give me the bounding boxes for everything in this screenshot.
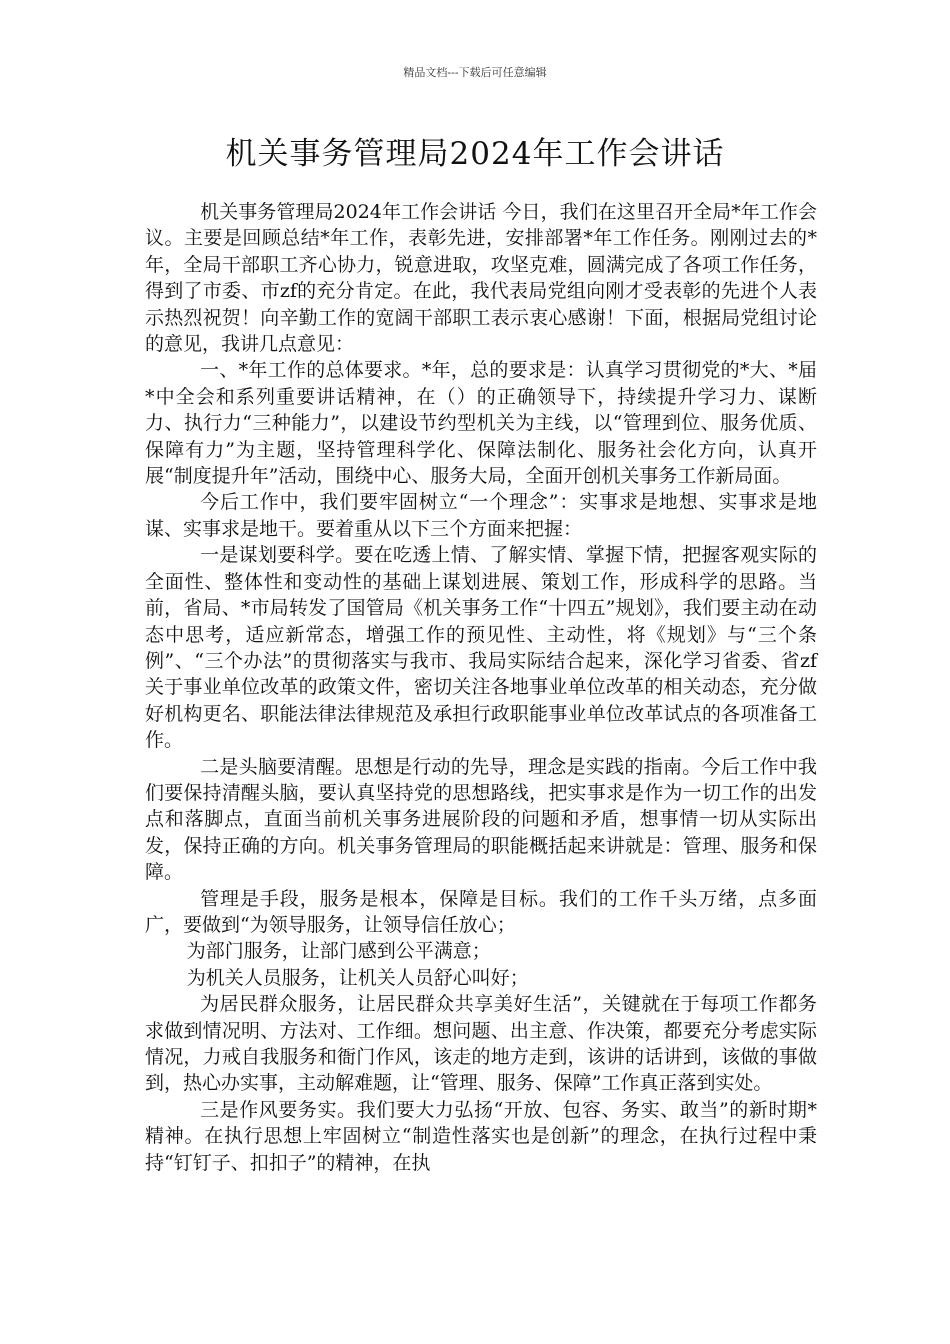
paragraph-clear-mind: 二是头脑要清醒。思想是行动的先导，理念是实践的指南。今后工作中我们要保持清醒头脑，要认真坚持党的思想路线，把实事求是作为一切工作的出发点和落脚点，直面当前机关事务进展阶段的问题和矛盾，想事情一切从实际出发，保持正确的方向。机关事务管理局的职能概括起来讲就是：管理、服务和保障。 (145, 755, 817, 884)
paragraph-serve-departments: 为部门服务，让部门感到公平满意； (186, 940, 491, 963)
paragraph-intro: 机关事务管理局2024年工作会讲话 今日，我们在这里召开全局*年工作会议。主要是回顾总结*年工作，表彰先进，安排部署*年工作任务。刚刚过去的*年，全局干部职工齐心协力，锐意进取，攻坚克难，圆满完成了各项工作任务，得到了市委、市zf的充分肯定。在此，我代表局党组向刚才受表彰的先进个人表示热烈祝贺！向辛勤工作的宽阔干部职工表示衷心感谢！下面，根据局党组讨论的意见，我讲几点意见： (145, 201, 817, 356)
paragraph-work-style: 三是作风要务实。我们要大力弘扬“开放、包容、务实、敢当”的新时期*精神。在执行思想上牢固树立“制造性落实也是创新”的理念，在执行过程中秉持“钉钉子、扣扣子”的精神，在执 (145, 1098, 817, 1174)
paragraph-serve-residents: 为居民群众服务，让居民群众共享美好生活”，关键就在于每项工作都务求做到情况明、方法对、工作细。想问题、出主意、作决策，都要充分考虑实际情况，力戒自我服务和衙门作风，该走的地方走到，该讲的话讲到，该做的事做到，热心办实事，主动解难题，让“管理、服务、保障”工作真正落到实处。 (145, 993, 817, 1095)
paragraph-management: 管理是手段，服务是根本，保障是目标。我们的工作千头万绪，点多面广，要做到“为领导服务，让领导信任放心； (145, 887, 817, 936)
paragraph-planning: 一是谋划要科学。要在吃透上情、了解实情、掌握下情，把握客观实际的全面性、整体性和变动性的基础上谋划进展、策划工作，形成科学的思路。当前，省局、*市局转发了国管局《机关事务工作“十四五”规划》，我们要主动在动态中思考，适应新常态，增强工作的预见性、主动性，将《规划》与“三个条例”、“三个办法”的贯彻落实与我市、我局实际结合起来，深化学习省委、省zf关于事业单位改革的政策文件，密切关注各地事业单位改革的相关动态，充分做好机构更名、职能法律法律规范及承担行政职能事业单位改革试点的各项准备工作。 (145, 544, 817, 752)
paragraph-one-concept: 今后工作中，我们要牢固树立“一个理念”：实事求是地想、实事求是地谋、实事求是地干。要着重从以下三个方面来把握： (145, 491, 817, 540)
document-body (145, 199, 817, 1176)
header-note: 精品文档---下载后可任意编辑 (403, 66, 547, 79)
paragraph-general-requirements: 一、*年工作的总体要求。*年，总的要求是：认真学习贯彻党的*大、*届*中全会和系列重要讲话精神，在（）的正确领导下，持续提升学习力、谋断力、执行力“三种能力”，以建设节约型机关为主线，以“管理到位、服务优质、保障有力”为主题，坚持管理科学化、保障法制化、服务社会化方向，认真开展“制度提升年”活动，围绕中心、服务大局，全面开创机关事务工作新局面。 (145, 359, 817, 488)
paragraph-serve-staff: 为机关人员服务，让机关人员舒心叫好； (186, 966, 529, 989)
document-title: 机关事务管理局2024年工作会讲话 (225, 136, 725, 172)
